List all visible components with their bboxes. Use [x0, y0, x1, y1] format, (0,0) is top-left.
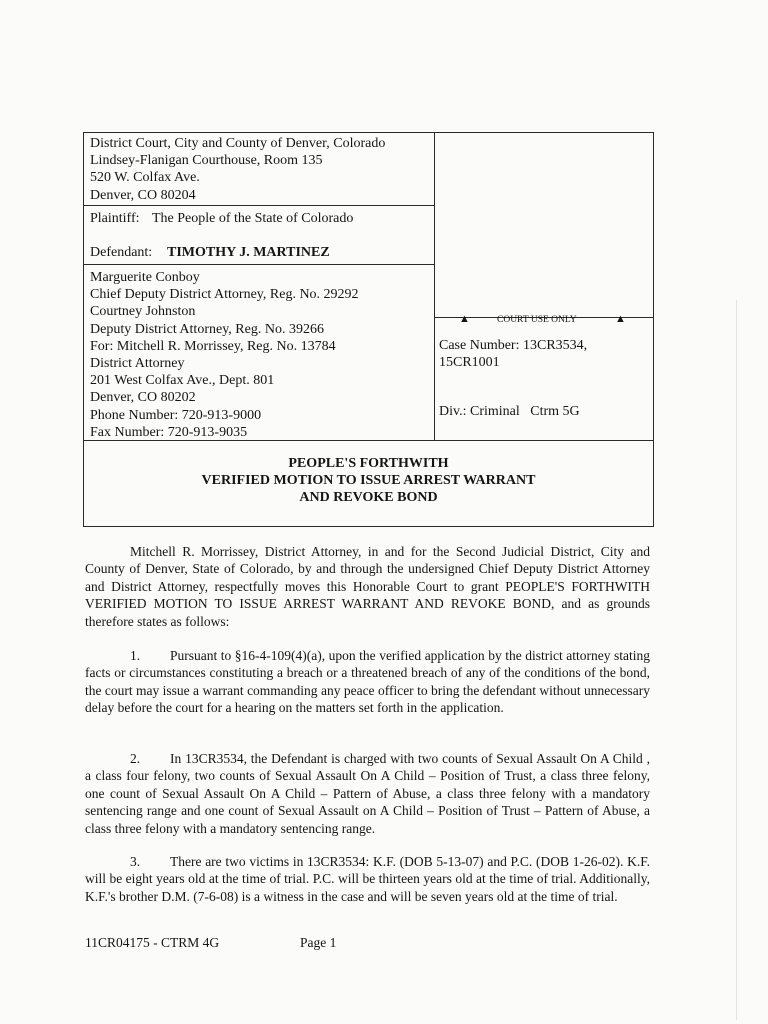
motion-title: PEOPLE'S FORTHWITH VERIFIED MOTION TO ISSUE ARREST WARRANT AND REVOKE BOND — [201, 456, 536, 505]
paragraph-number: 3. — [130, 854, 141, 869]
scan-edge-divider — [736, 300, 737, 1020]
caption-divider — [84, 264, 434, 265]
attorney-line: Fax Number: 720-913-9035 — [90, 424, 248, 440]
caption-divider — [84, 205, 434, 206]
numbered-paragraph-2 — [85, 750, 650, 837]
attorney-block — [90, 269, 359, 441]
defendant-line — [90, 244, 330, 261]
attorney-line: District Attorney — [90, 356, 185, 372]
court-city: Denver, CO 80204 — [90, 187, 196, 203]
paragraph-text: In 13CR3534, the Defendant is charged with two counts of Sexual Assault On A Child , a class four felony, two counts of Sexual Assault On A Child – Position of Trust, a class three felony, one count of Sexual Assault On A Child – Pattern of Abuse, a class three felony with a mandatory sentencing range and one count of Sexual Assault on A Child – Position of Trust – Pattern of Abuse, a class three felony with a mandatory sentencing range. — [85, 751, 650, 836]
attorney-line: Courtney Johnston — [90, 304, 196, 320]
up-triangle-icon: ▲ — [459, 313, 470, 325]
case-caption-box — [83, 132, 654, 527]
footer-case-ref: 11CR04175 - CTRM 4G — [85, 935, 220, 950]
plaintiff-line — [90, 210, 353, 227]
courthouse-room: Lindsey-Flanigan Courthouse, Room 135 — [90, 153, 323, 169]
attorney-line: Denver, CO 80202 — [90, 390, 196, 406]
paragraph-text: There are two victims in 13CR3534: K.F. (DOB 5-13-07) and P.C. (DOB 1-26-02). K.F. will be eight years old at the time of trial. P.C. will be thirteen years old at the time of trial. Additionally, K.F.'s brother D.M. (7-6-08) is a witness in the case and will be seven years old at the time of trial. — [85, 854, 650, 904]
plaintiff-value: The People of the State of Colorado — [152, 211, 354, 226]
attorney-line: Chief Deputy District Attorney, Reg. No. 29292 — [90, 287, 359, 303]
case-number: Case Number: 13CR3534, 15CR1001 — [439, 338, 588, 371]
court-name: District Court, City and County of Denver, Colorado — [90, 136, 386, 151]
attorney-line: 201 West Colfax Ave., Dept. 801 — [90, 373, 275, 389]
attorney-line: Deputy District Attorney, Reg. No. 39266 — [90, 321, 324, 337]
paragraph-text: Pursuant to §16-4-109(4)(a), upon the verified application by the district attorney stating facts or circumstances constituting a breach or a threatened breach of any of the conditions of the bond, the court may issue a warrant commanding any peace officer to bring the defendant without unnecessary delay before the court for a hearing on the matters set forth in the application. — [85, 648, 650, 716]
intro-paragraph: Mitchell R. Morrissey, District Attorney, in and for the Second Judicial District, City and County of Denver, State of Colorado, by and through the undersigned Chief Deputy District Attorney and District Attorney, respectfully moves this Honorable Court to grant PEOPLE'S FORTHWITH VERIFIED MOTION TO ISSUE ARREST WARRANT AND REVOKE BOND, and as grounds therefore states as follows: — [85, 544, 650, 629]
paragraph-number: 1. — [130, 648, 141, 663]
up-triangle-icon: ▲ — [615, 313, 626, 325]
division-courtroom: Div.: Criminal Ctrm 5G — [439, 404, 580, 419]
court-use-only-label: COURT USE ONLY — [497, 315, 577, 325]
defendant-name: TIMOTHY J. MARTINEZ — [167, 245, 330, 260]
attorney-line: Marguerite Conboy — [90, 270, 200, 285]
paragraph-number: 2. — [130, 751, 141, 766]
caption-vertical-divider — [434, 133, 435, 440]
defendant-label: Defendant: — [90, 245, 153, 260]
court-street: 520 W. Colfax Ave. — [90, 170, 200, 186]
numbered-paragraph-1 — [85, 647, 650, 717]
court-address — [90, 135, 385, 204]
attorney-line: For: Mitchell R. Morrissey, Reg. No. 13784 — [90, 338, 336, 354]
attorney-line: Phone Number: 720-913-9000 — [90, 407, 262, 423]
plaintiff-label: Plaintiff: — [90, 211, 140, 226]
numbered-paragraph-3 — [85, 853, 650, 905]
page-number: Page 1 — [300, 935, 337, 950]
